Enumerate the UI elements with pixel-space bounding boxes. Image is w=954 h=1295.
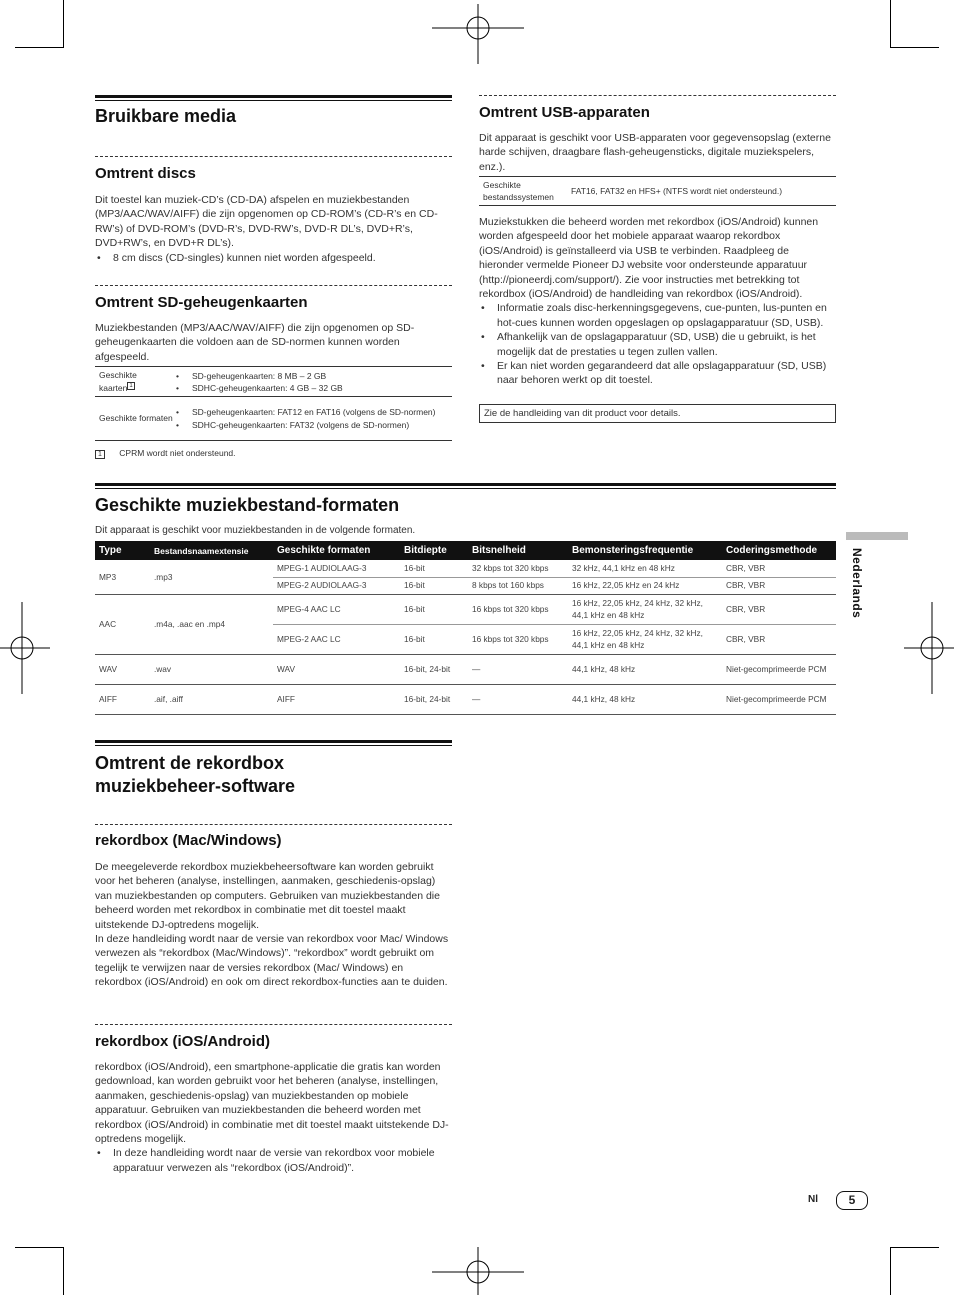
row-label: Geschikte formaten [99, 413, 173, 423]
usb-block [479, 215, 836, 388]
footer-language: Nl [808, 1194, 818, 1205]
table-row: AIFF .aif, .aiff AIFF 16-bit, 24-bit — 44,1 kHz, 48 kHz Niet-gecomprimeerde PCM [95, 684, 836, 714]
col-header: Coderingsmethode [722, 541, 836, 560]
subsection-rule [95, 1024, 452, 1025]
rekordbox-ios-body: rekordbox (iOS/Android), een smartphone-applicatie die gratis kan worden gedownload, kan worden gebruikt voor het beheren (analyse, instellingen, aanmaken, geschiedenis-opslag) van muziekbestanden op mobiele apparatuur. Gebruiken van muziekbestanden die beheerd worden met rekordbox (iOS/Android) in combinatie met dit toestel maakt uitstekende DJ-optredens mogelijk. [95, 1061, 449, 1146]
rekordbox-ios-block [95, 1060, 452, 1175]
col-header: Type [95, 541, 150, 560]
section-title-formats: Geschikte muziekbestand-formaten [95, 495, 400, 515]
sd-body: Muziekbestanden (MP3/AAC/WAV/AIFF) die zijn opgenomen op SD-geheugenkaarten die voldoen aan de SD-normen kunnen worden afgespeeld. [95, 322, 415, 363]
language-tab-bar [846, 532, 908, 540]
subsection-rule [95, 156, 452, 157]
usb-bullet: • Informatie zoals disc-herkenningsgegevens, cue-punten, lus-punten en hot-cues kunnen worden opgeslagen op opslagapparatuur (SD, USB). [479, 301, 836, 330]
col-header: Bemonsteringsfrequentie [568, 541, 722, 560]
registration-mark-right [904, 600, 954, 696]
discs-bullet: • 8 cm discs (CD-singles) kunnen niet worden afgespeeld. [95, 251, 452, 265]
section-rule [95, 95, 452, 101]
table-header-row [95, 541, 836, 560]
table-row: MPEG-2 AUDIOLAAG-3 16-bit 8 kbps tot 160 kbps 16 kHz, 22,05 kHz en 24 kHz CBR, VBR [95, 577, 836, 594]
formats-intro: Dit apparaat is geschikt voor muziekbestanden in de volgende formaten. [95, 525, 416, 536]
table-row [479, 177, 836, 206]
col-header: Geschikte formaten [273, 541, 400, 560]
row-values: FAT16, FAT32 en HFS+ (NTFS wordt niet ondersteund.) [571, 186, 783, 196]
usb-spec-table [479, 176, 836, 206]
heading-usb: Omtrent USB-apparaten [479, 104, 650, 121]
registration-mark-bottom [430, 1247, 526, 1295]
col-header: Bitsnelheid [468, 541, 568, 560]
section-title-rekordbox: Omtrent de rekordbox muziekbeheer-software [95, 753, 296, 796]
registration-mark-left [0, 600, 50, 696]
rekordbox-mac-block [95, 860, 452, 990]
table-row [95, 367, 452, 397]
page-number: 5 [836, 1191, 868, 1210]
usb-body2: Muziekstukken die beheerd worden met rekordbox (iOS/Android) kunnen worden afgespeeld door het mobiele apparaat waarop rekordbox (iOS/Android) is geïnstalleerd via USB te verbinden. Raadpleeg de hieronder vermelde Pioneer DJ website voor ondersteunde apparatuur (http://pioneerdj.com/support/). Zie voor instructies met betrekking tot rekordbox (iOS/Android) de handleiding van rekordbox (iOS/Android). [479, 216, 819, 301]
row-label: Geschikte kaarten $^1$ [99, 369, 137, 393]
subsection-rule [95, 285, 452, 286]
table-row [95, 397, 452, 441]
sd-footnote: 1 CPRM wordt niet ondersteund. [95, 448, 236, 458]
section-title-media: Bruikbare media [95, 106, 237, 126]
subsection-rule [479, 95, 836, 96]
section-rule [95, 483, 836, 489]
rekordbox-ios-bullet: • In deze handleiding wordt naar de versie van rekordbox voor mobiele apparatuur verwezen als “rekordbox (iOS/Android)”. [95, 1146, 452, 1175]
usb-note-box: Zie de handleiding van dit product voor details. [479, 404, 836, 423]
table-row: MP3 .mp3 MPEG-1 AUDIOLAAG-3 16-bit 32 kbps tot 320 kbps 32 kHz, 44,1 kHz en 48 kHz CBR, VBR [95, 560, 836, 577]
usb-bullet: • Er kan niet worden gegarandeerd dat alle opslagapparatuur (SD, USB) naar behoren werkt op dit toestel. [479, 359, 836, 388]
registration-mark-top [430, 4, 526, 64]
discs-body: Dit toestel kan muziek-CD’s (CD-DA) afspelen en muziekbestanden (MP3/AAC/WAV/AIFF) die zijn opgenomen op CD-ROM’s (CD-R’s en CD-RW’s) of DVD-ROM’s (DVD-R’s, DVD-RW’s, DVD-R DL’s, DVD+R’s, DVD+RW’s, en DVD+R DL’s). [95, 194, 438, 250]
row-values: • SD-geheugenkaarten: 8 MB – 2 GB • SDHC-geheugenkaarten: 4 GB – 32 GB [174, 367, 452, 397]
row-label: Geschikte bestandssystemen [483, 180, 554, 202]
heading-discs: Omtrent discs [95, 165, 196, 182]
sd-spec-table [95, 366, 452, 441]
subsection-rule [95, 824, 452, 825]
usb-bullet: • Afhankelijk van de opslagapparatuur (SD, USB) die u gebruikt, is het mogelijk dat de prestaties u tegen zullen vallen. [479, 330, 836, 359]
row-values: • SD-geheugenkaarten: FAT12 en FAT16 (volgens de SD-normen) • SDHC-geheugenkaarten: FAT32 (volgens de SD-normen) [174, 397, 452, 441]
table-row: WAV .wav WAV 16-bit, 24-bit — 44,1 kHz, 48 kHz Niet-gecomprimeerde PCM [95, 654, 836, 684]
section-rule [95, 740, 452, 746]
rekordbox-mac-body2: In deze handleiding wordt naar de versie van rekordbox voor Mac/ Windows verwezen als “rekordbox (Mac/Windows)”. “rekordbox” wordt gebruikt om tegelijk te verwijzen naar de versies rekordbox (Mac/ Windows) en rekordbox (iOS/Android) en ook om direct rekordbox-functies aan te duiden. [95, 933, 449, 989]
col-header: Bestandsnaamextensie [150, 541, 273, 560]
heading-rekordbox-mac: rekordbox (Mac/Windows) [95, 832, 282, 849]
discs-block [95, 193, 452, 265]
rekordbox-mac-body: De meegeleverde rekordbox muziekbeheersoftware kan worden gebruikt voor het beheren (analyse, instellingen, aanmaken, geschiedenis-opslag) van muziekbestanden op computers. Gebruiken van muziekbestanden die beheerd worden met rekordbox in combinatie met dit toestel maakt uitstekende DJ-optredens mogelijk. [95, 861, 440, 931]
formats-table [95, 541, 836, 715]
usb-body: Dit apparaat is geschikt voor USB-apparaten voor gegevensopslag (externe harde schijven, draagbare flash-geheugensticks, digitale muziekspelers, enz.). [479, 132, 831, 173]
table-row: MPEG-2 AAC LC 16-bit 16 kbps tot 320 kbps 16 kHz, 22,05 kHz, 24 kHz, 32 kHz, 44,1 kHz en 48 kHz CBR, VBR [95, 624, 836, 654]
heading-sd: Omtrent SD-geheugenkaarten [95, 294, 308, 311]
col-header: Bitdiepte [400, 541, 468, 560]
language-side-label: Nederlands [850, 548, 864, 619]
table-row: AAC .m4a, .aac en .mp4 MPEG-4 AAC LC 16-bit 16 kbps tot 320 kbps 16 kHz, 22,05 kHz, 24 kHz, 32 kHz, 44,1 kHz en 48 kHz CBR, VBR [95, 594, 836, 624]
heading-rekordbox-ios: rekordbox (iOS/Android) [95, 1033, 271, 1050]
